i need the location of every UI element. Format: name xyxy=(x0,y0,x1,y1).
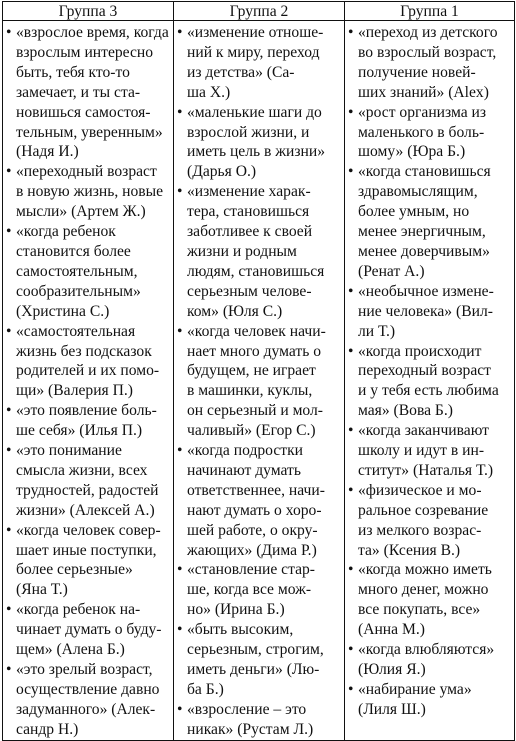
quote-item: • «набирание ума» (Лиля Ш.) xyxy=(348,680,511,720)
quote-item: • «когда заканчивают школу и идут в ин- ститут» (Наталья Т.) xyxy=(348,421,511,481)
table-body-row xyxy=(3,21,515,741)
quote-item: • «изменение харак- тера, становишься заботливее к своей жизни и родным людям, становишься серьезным челове- ком» (Юля С.) xyxy=(177,182,341,321)
quote-item: • «взросление – это никак» (Рустам Л.) xyxy=(177,700,341,740)
quote-item: • «переходный возраст в новую жизнь, новые мысли» (Артем Ж.) xyxy=(6,162,170,222)
quote-item: • «это понимание смысла жизни, всех трудностей, радостей жизни» (Алексей А.) xyxy=(6,441,170,521)
quote-item: • «физическое и мо- ральное созревание из мелкого возрас- та» (Ксения В.) xyxy=(348,481,511,561)
quote-item: • «когда происходит переходный возраст и у тебя есть любима мая» (Вова Б.) xyxy=(348,342,511,422)
quote-item: • «когда становишься здравомыслящим, более умным, но менее энергичным, менее доверчивым» (Ренат А.) xyxy=(348,162,511,281)
quote-item: • «быть высоким, серьезным, строгим, иметь деньги» (Лю- ба Б.) xyxy=(177,620,341,700)
quote-item: • «когда можно иметь много денег, можно все покупать, все» (Анна М.) xyxy=(348,560,511,640)
quote-item: • «рост организма из маленького в боль- шому» (Юра Б.) xyxy=(348,103,511,163)
quote-item: • «когда человек начи- нает много думать о будущем, не играет в машинки, куклы, он серьезный и мол- чаливый» (Егор С.) xyxy=(177,322,341,441)
quote-item: • «становление стар- ше, когда все мож- но» (Ирина Б.) xyxy=(177,560,341,620)
quote-item: • «это появление боль- ше себя» (Илья П.) xyxy=(6,401,170,441)
table-header xyxy=(3,2,515,21)
quote-item: • «самостоятельная жизнь без подсказок родителей и их помо- щи» (Валерия П.) xyxy=(6,322,170,402)
quote-item: • «когда ребенок становится более самостоятельным, сообразительным» (Христина С.) xyxy=(6,222,170,322)
responses-table xyxy=(2,1,515,741)
column-header-group-3: Группа 3 xyxy=(3,2,174,21)
quote-item: • «когда подростки начинают думать ответственнее, начи- нают думать о хоро- шей работе, о окру- жающих» (Дима Р.) xyxy=(177,441,341,560)
column-group-3 xyxy=(3,21,174,741)
quote-item: • «когда влюбляются» (Юлия Я.) xyxy=(348,640,511,680)
quote-item: • «изменение отноше- ний к миру, переход из детства» (Са- ша Х.) xyxy=(177,23,341,103)
column-group-2 xyxy=(174,21,345,741)
quote-item: • «когда ребенок на- чинает думать о буду- щем» (Алена Б.) xyxy=(6,600,170,660)
column-header-group-2: Группа 2 xyxy=(174,2,345,21)
quote-item: • «это зрелый возраст, осуществление давно задуманного» (Алек- сандр Н.) xyxy=(6,660,170,740)
quote-item: • «маленькие шаги до взрослой жизни, и иметь цель в жизни» (Дарья О.) xyxy=(177,103,341,183)
quote-item: • «переход из детского во взрослый возраст, получение новей- ших знаний» (Alex) xyxy=(348,23,511,103)
quote-item: • «необычное измене- ние человека» (Вил- ли Т.) xyxy=(348,282,511,342)
quote-item: • «взрослое время, когда взрослым интересно быть, тебя кто-то замечает, и ты ста- новишься самостоя- тельным, уверенным» (Надя И.) xyxy=(6,23,170,162)
column-group-1 xyxy=(345,21,515,741)
quote-item: • «когда человек совер- шает иные поступки, более серьезные» (Яна Т.) xyxy=(6,521,170,601)
column-header-group-1: Группа 1 xyxy=(345,2,515,21)
